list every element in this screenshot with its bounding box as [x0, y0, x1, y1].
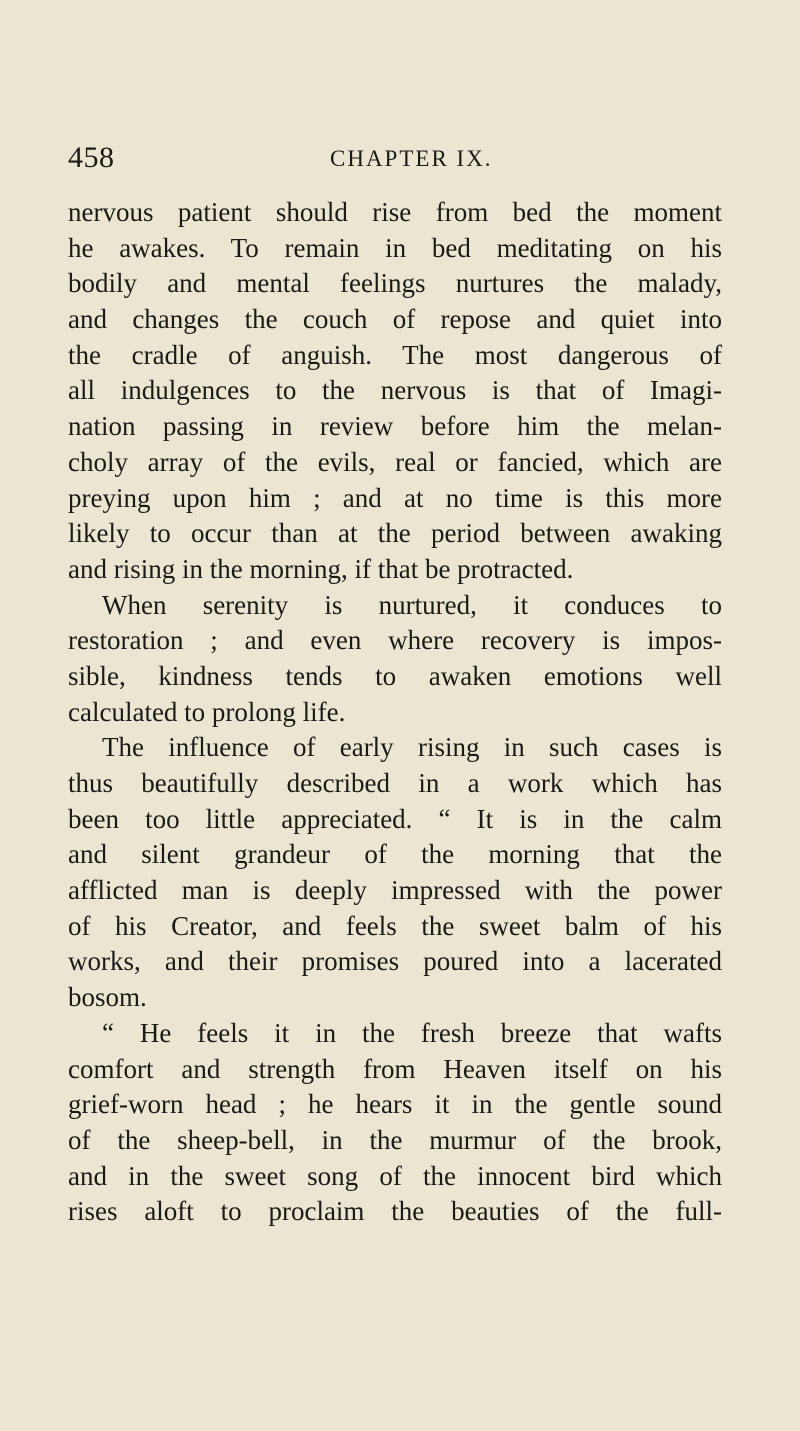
text-line: nervous patient should rise from bed the moment: [68, 197, 722, 227]
text-line: “ He feels it in the fresh breeze that wafts: [102, 1017, 722, 1048]
text-line: The influence of early rising in such cases is: [102, 732, 722, 763]
text-line: rises aloft to proclaim the beauties of the full-: [68, 1196, 722, 1227]
text-line: of his Creator, and feels the sweet balm of his: [68, 910, 722, 941]
text-line: nation passing in review before him the melan-: [68, 411, 722, 442]
page-header: [68, 140, 688, 180]
page-number: 458: [68, 141, 115, 174]
text-line: of the sheep-bell, in the murmur of the brook,: [68, 1124, 722, 1155]
running-head: CHAPTER IX.: [330, 146, 493, 171]
text-line: thus beautifully described in a work which has: [68, 768, 722, 798]
text-line: bosom.: [68, 982, 147, 1013]
text-line: When serenity is nurtured, it conduces to: [102, 589, 722, 620]
text-line: and silent grandeur of the morning that the: [68, 839, 722, 870]
text-line: calculated to prolong life.: [68, 696, 346, 727]
text-line: and in the sweet song of the innocent bird which: [68, 1160, 722, 1191]
text-line: he awakes. To remain in bed meditating on his: [68, 232, 722, 263]
text-line: bodily and mental feelings nurtures the malady,: [68, 268, 722, 299]
text-line: and changes the couch of repose and quiet into: [68, 304, 722, 335]
text-line: likely to occur than at the period between awaking: [68, 518, 722, 549]
text-line: comfort and strength from Heaven itself on his: [68, 1053, 722, 1084]
text-line: restoration ; and even where recovery is impos-: [68, 625, 722, 656]
text-line: grief-worn head ; he hears it in the gentle sound: [68, 1089, 722, 1120]
text-line: afflicted man is deeply impressed with the power: [68, 875, 722, 906]
text-line: choly array of the evils, real or fancied, which are: [68, 446, 722, 477]
text-line: preying upon him ; and at no time is this more: [68, 482, 722, 513]
text-line: and rising in the morning, if that be protracted.: [68, 553, 574, 584]
text-line: all indulgences to the nervous is that of Imagi-: [68, 375, 722, 406]
text-line: sible, kindness tends to awaken emotions well: [68, 660, 722, 691]
text-line: been too little appreciated. “ It is in the calm: [68, 803, 722, 834]
text-line: works, and their promises poured into a lacerated: [68, 946, 722, 977]
body-text: [68, 195, 722, 1230]
text-line: the cradle of anguish. The most dangerous of: [68, 339, 722, 370]
